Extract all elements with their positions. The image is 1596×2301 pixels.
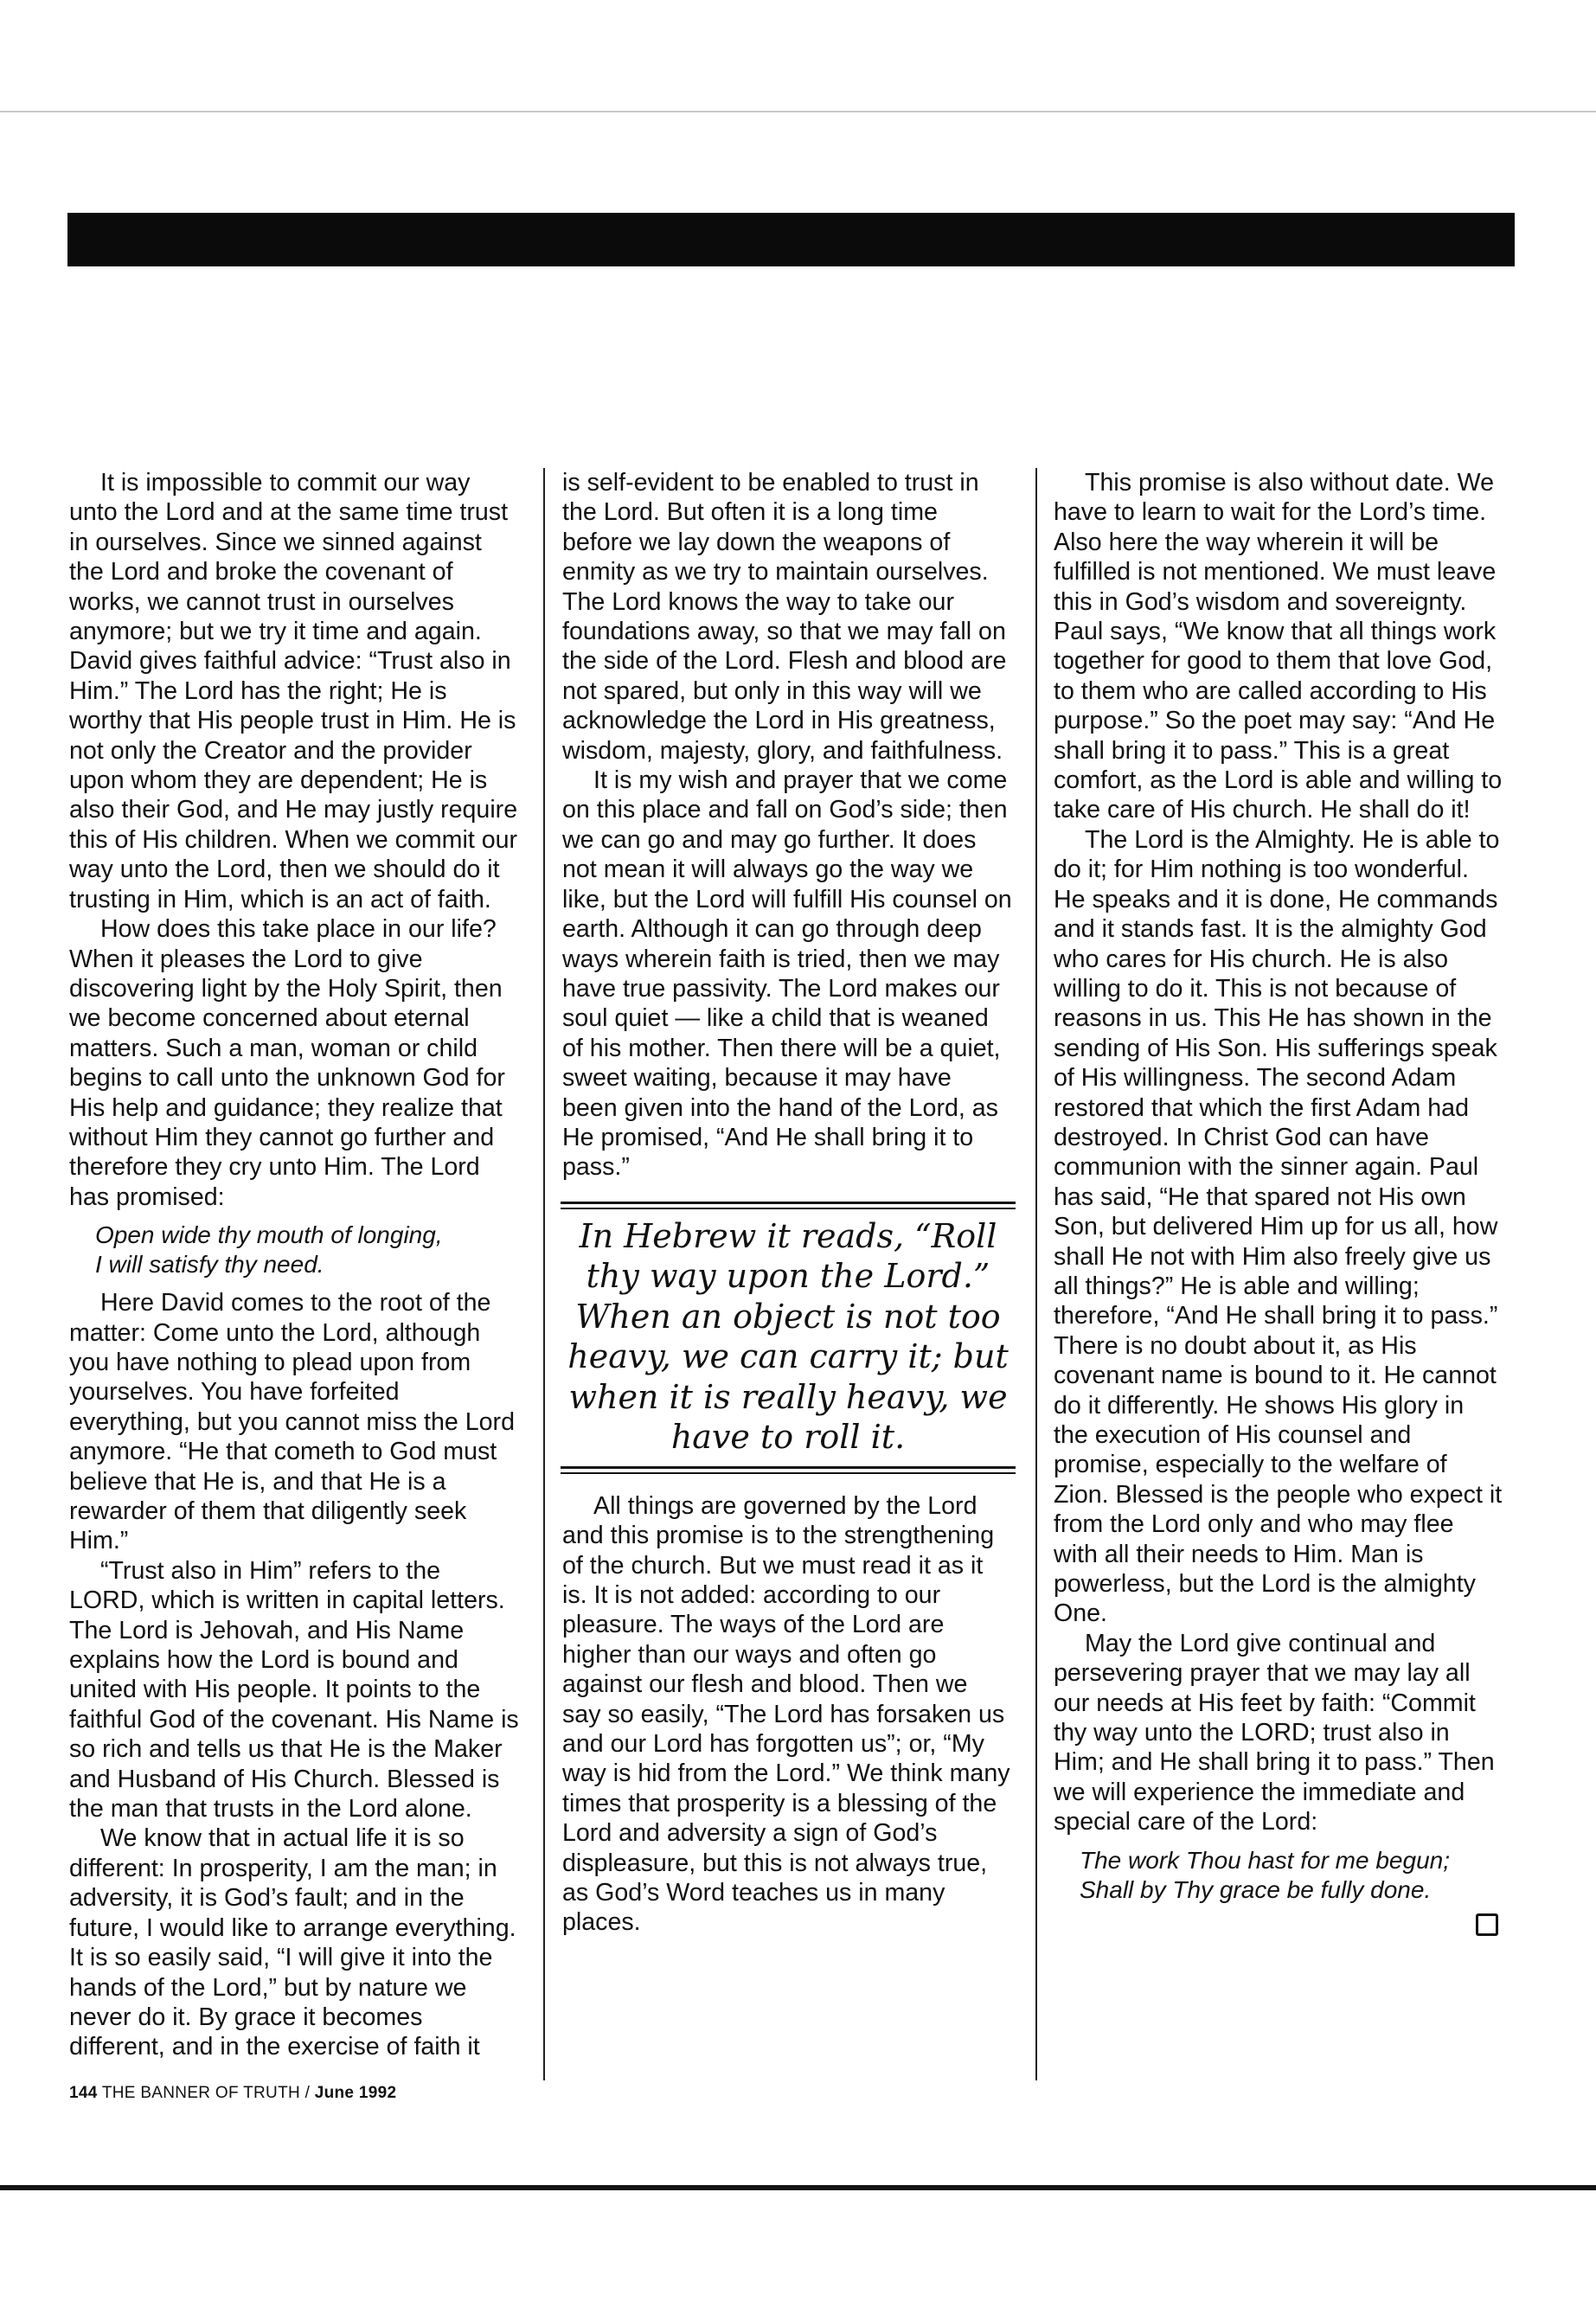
pull-quote-rule: [561, 1202, 1016, 1209]
verse-line: I will satisfy thy need.: [95, 1251, 324, 1279]
column-2: [562, 468, 1012, 1938]
paragraph: It is impossible to commit our way unto the Lord and at the same time trust in ourselves. Since we sinned against the Lord and broke the covenant of works, we cannot trust in ourselves anymore; but we try it time and again. David gives faithful advice: “Trust also in Him.” The Lord has the right; He is worthy that His people trust in Him. He is not only the Creator and the provider upon whom they are dependent; He is also their God, and He may justly require this of His children. When we commit our way unto the Lord, then we should do it trusting in Him, which is an act of faith.: [69, 469, 518, 913]
paragraph: is self-evident to be enabled to trust in the Lord. But often it is a long time before we lay down the weapons of enmity as we try to maintain ourselves. The Lord knows the way to take our foundations away, so that we may fall on the side of the Lord. Flesh and blood are not spared, but only in this way will we acknowledge the Lord in His greatness, wisdom, majesty, glory, and faithfulness.: [562, 469, 1007, 765]
paragraph: All things are governed by the Lord and this promise is to the strengthening of the church. But we must read it as it is. It is not added: according to our pleasure. The ways of the Lord are higher than our ways and often go against our flesh and blood. Then we say so easily, “The Lord has forsaken us and our Lord has forgotten us”; or, “My way is hid from the Lord.” We think many times that prosperity is a blessing of the Lord and adversity a sign of God’s displeasure, but this is not always true, as God’s Word teaches us in many places.: [562, 1491, 1010, 1937]
paragraph: How does this take place in our life? When it pleases the Lord to give discovering light by the Holy Spirit, then we become concerned about eternal matters. Such a man, woman or child begins to call unto the unknown God for His help and guidance; they realize that without Him they cannot go further and therefore they cry unto Him. The Lord has promised:: [69, 915, 505, 1211]
verse-line: Open wide thy mouth of longing,: [95, 1221, 443, 1249]
paragraph: We know that in actual life it is so different: In prosperity, I am the man; in adversity, it is God’s fault; and in the future, I would like to arrange everything. It is so easily said, “I will give it into the hands of the Lord,” but by nature we never do it. By grace it becomes different, and in the exercise of faith it: [69, 1824, 516, 2061]
issue-date: June 1992: [314, 2084, 397, 2102]
paragraph: Here David comes to the root of the matter: Come unto the Lord, although you have nothing to plead upon from yourselves. You have forfeited everything, but you cannot miss the Lord anymore. “He that cometh to God must believe that He is, and that He is a rewarder of them that diligently seek Him.”: [69, 1289, 515, 1555]
end-of-article-icon: [1476, 1913, 1498, 1936]
paragraph: It is my wish and prayer that we come on this place and fall on God’s side; then we can go and may go further. It does not mean it will always go the way we like, but the Lord will fulfill His counsel on earth. Although it can go through deep ways wherein faith is tried, then we may have true passivity. The Lord makes our soul quiet — like a child that is weaned of his mother. Then there will be a quiet, sweet waiting, because it may have been given into the hand of the Lord, as He promised, “And He shall bring it to pass.”: [562, 766, 1012, 1182]
verse-quote: [1080, 1846, 1503, 1905]
verse-line: Shall by Thy grace be fully done.: [1080, 1875, 1432, 1903]
pull-quote-text: In Hebrew it reads, “Roll thy way upon the Lord.” When an object is not too heavy, we can carry it; but when it is really heavy, we have to roll it.: [567, 1216, 1009, 1457]
paragraph: May the Lord give continual and persevering prayer that we may lay all our needs at His feet by faith: “Commit thy way unto the LORD; trust also in Him; and He shall bring it to pass.” Then we will experience the immediate and special care of the Lord:: [1054, 1629, 1495, 1836]
pull-quote-rule: [561, 1466, 1016, 1474]
paragraph: The Lord is the Almighty. He is able to do it; for Him nothing is too wonderful. He speaks and it is done, He commands and it stands fast. It is the almighty God who cares for His church. He is also willing to do it. This is not because of reasons in us. This He has shown in the sending of His Son. His sufferings speak of His willingness. The second Adam restored that which the first Adam had destroyed. In Christ God can have communion with the sinner again. Paul has said, “He that spared not His own Son, but delivered Him up for us all, how shall He not with Him also freely give us all things?” He is able and willing; therefore, “And He shall bring it to pass.” There is no doubt about it, as His covenant name is bound to it. He cannot do it differently. He shows His glory in the execution of His counsel and promise, especially to the welfare of Zion. Blessed is the people who expect it from the Lord only and who may flee with all their needs to Him. Man is powerless, but the Lord is the almighty One.: [1054, 825, 1503, 1628]
column-3: [1054, 468, 1503, 1936]
column-divider: [1035, 468, 1037, 2080]
publication-name: THE BANNER OF TRUTH /: [101, 2084, 311, 2102]
top-rule: [0, 111, 1596, 112]
header-black-bar: [67, 213, 1515, 266]
column-divider: [543, 468, 545, 2080]
page-footer: [69, 2084, 396, 2103]
paragraph: “Trust also in Him” refers to the LORD, which is written in capital letters. The Lord is Jehovah, and His Name explains how the Lord is bound and united with His people. It points to the faithful God of the covenant. His Name is so rich and tells us that He is the Maker and Husband of His Church. Blessed is the man that trusts in the Lord alone.: [69, 1556, 519, 1823]
verse-line: The work Thou hast for me begun;: [1080, 1846, 1450, 1874]
verse-quote: [95, 1221, 521, 1279]
paragraph: This promise is also without date. We have to learn to wait for the Lord’s time. Also here the way wherein it will be fulfilled is not mentioned. We must leave this in God’s wisdom and sovereignty. Paul says, “We know that all things work together for good to them that love God, to them who are called according to His purpose.” So the poet may say: “And He shall bring it to pass.” This is a great comfort, as the Lord is able and willing to take care of His church. He shall do it!: [1054, 469, 1503, 824]
page-number: 144: [69, 2084, 98, 2102]
bottom-rule: [0, 2185, 1596, 2190]
column-1: [69, 468, 521, 2062]
pull-quote: [561, 1202, 1016, 1474]
